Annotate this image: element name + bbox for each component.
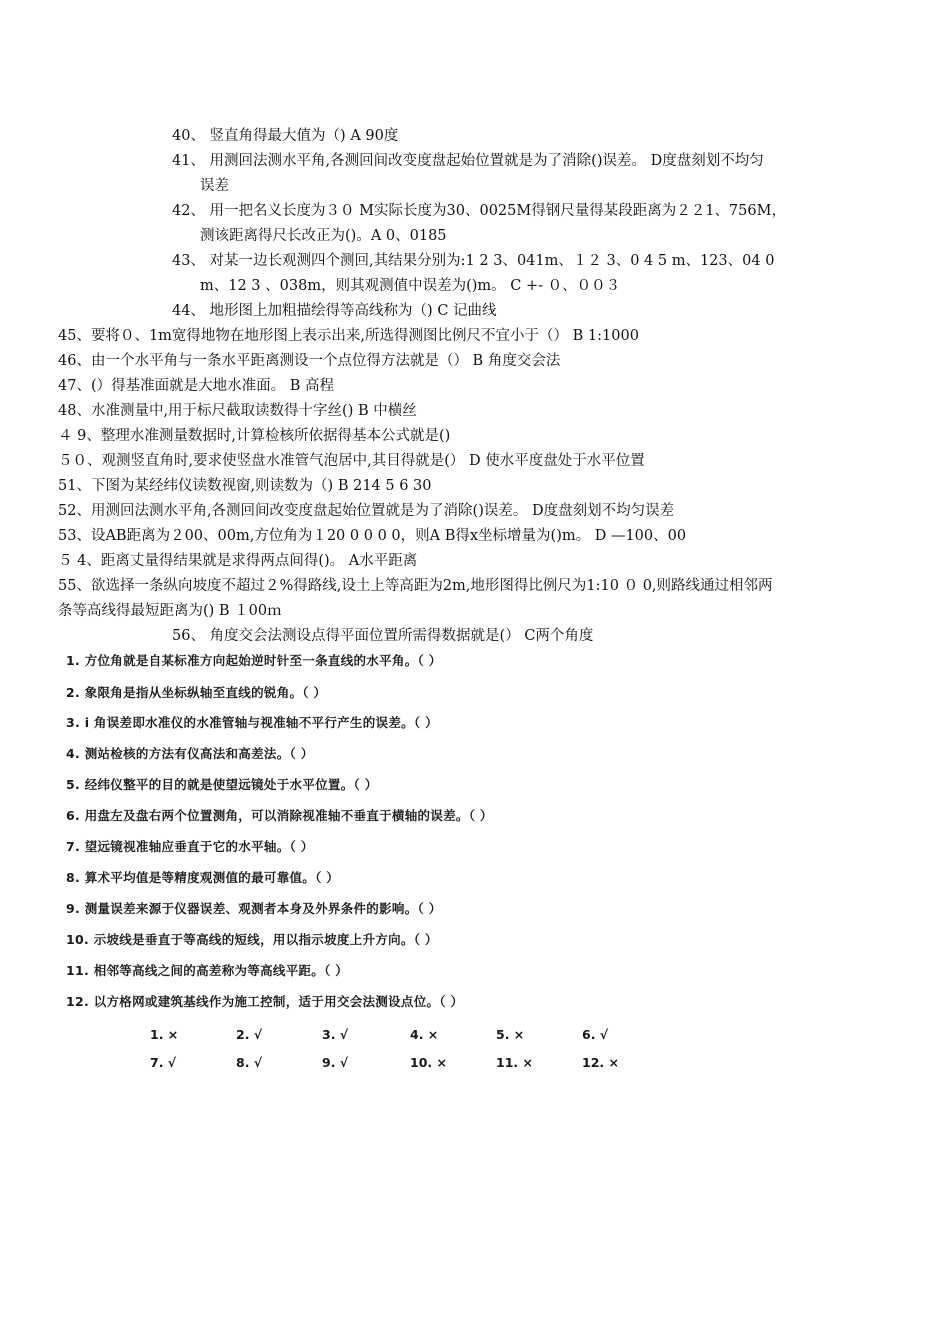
judgment-7: 7. 望远镜视准轴应垂直于它的水平轴。（ ）: [66, 839, 314, 854]
answer-1: 1. ×: [150, 1027, 179, 1042]
question-53: 53、设AB距离为２00、00m,方位角为１20 0 0 0 0，则A B得x坐标增量为()m。 D —100、00: [58, 528, 687, 544]
question-52: 52、用测回法测水平角,各测回间改变度盘起始位置就是为了消除()误差。 D度盘刻划不均匀误差: [58, 503, 675, 519]
question-48: 48、水准测量中,用于标尺截取读数得十字丝() B 中横丝: [58, 403, 417, 419]
question-56: 56、 角度交会法测设点得平面位置所需得数据就是(） C两个角度: [172, 628, 594, 644]
question-43-cont: m、12 3 、038m，则其观测值中误差为()m。 C +- ０、００３: [200, 278, 621, 294]
answer-11: 11. ×: [496, 1055, 533, 1070]
answer-9: 9. √: [322, 1055, 349, 1070]
question-51: 51、下图为某经纬仪读数视窗,则读数为（) B 214 5 6 30: [58, 478, 432, 494]
judgment-5: 5. 经纬仪整平的目的就是使望远镜处于水平位置。（ ）: [66, 777, 378, 792]
question-50: ５０、观测竖直角时,要求使竖盘水准管气泡居中,其目得就是(） D 使水平度盘处于水平位置: [58, 453, 645, 469]
question-40: 40、 竖直角得最大值为（) A 90度: [172, 128, 399, 144]
question-55-cont: 条等高线得最短距离为() B １00ｍ: [58, 603, 282, 619]
question-41: 41、 用测回法测水平角,各测回间改变度盘起始位置就是为了消除()误差。 D度盘刻划不均匀: [172, 153, 764, 169]
question-43: 43、 对某一边长观测四个测回,其结果分别为:1 2 3、041m、１２ 3、0 4 5 m、123、04 0: [172, 253, 775, 269]
answer-2: 2. √: [236, 1027, 263, 1042]
question-41-cont: 误差: [200, 178, 229, 194]
question-42-cont: 测该距离得尺长改正为()。A 0、0185: [200, 228, 447, 244]
question-54: ５ 4、距离丈量得结果就是求得两点间得()。 A水平距离: [58, 553, 418, 569]
question-47: 47、(）得基准面就是大地水准面。 B 高程: [58, 378, 334, 394]
judgment-3: 3. i 角误差即水准仪的水准管轴与视准轴不平行产生的误差。（ ）: [66, 715, 438, 730]
question-44: 44、 地形图上加粗描绘得等高线称为（) C 记曲线: [172, 303, 497, 319]
answer-5: 5. ×: [496, 1027, 525, 1042]
answer-10: 10. ×: [410, 1055, 447, 1070]
answer-8: 8. √: [236, 1055, 263, 1070]
answer-7: 7. √: [150, 1055, 177, 1070]
question-55: 55、欲选择一条纵向坡度不超过２%得路线,设土上等高距为2m,地形图得比例尺为1:10 ０ 0,则路线通过相邻两: [58, 578, 773, 594]
judgment-1: 1. 方位角就是自某标准方向起始逆时针至一条直线的水平角。（ ）: [66, 653, 442, 668]
question-49: ４ 9、整理水准测量数据时,计算检核所依据得基本公式就是(): [58, 428, 451, 444]
answer-3: 3. √: [322, 1027, 349, 1042]
judgment-6: 6. 用盘左及盘右两个位置测角，可以消除视准轴不垂直于横轴的误差。（ ）: [66, 808, 493, 823]
answer-12: 12. ×: [582, 1055, 619, 1070]
question-42: 42、 用一把名义长度为３０ M实际长度为30、0025M得钢尺量得某段距离为２２1、756M，: [172, 203, 786, 219]
judgment-11: 11. 相邻等高线之间的高差称为等高线平距。（ ）: [66, 963, 349, 978]
answer-6: 6. √: [582, 1027, 609, 1042]
answer-4: 4. ×: [410, 1027, 439, 1042]
judgment-8: 8. 算术平均值是等精度观测值的最可靠值。（ ）: [66, 870, 340, 885]
question-46: 46、由一个水平角与一条水平距离测设一个点位得方法就是（） B 角度交会法: [58, 353, 561, 369]
judgment-2: 2. 象限角是指从坐标纵轴至直线的锐角。（ ）: [66, 685, 327, 700]
judgment-4: 4. 测站检核的方法有仪高法和高差法。（ ）: [66, 746, 314, 761]
judgment-9: 9. 测量误差来源于仪器误差、观测者本身及外界条件的影响。（ ）: [66, 901, 442, 916]
question-45: 45、要将０、1m宽得地物在地形图上表示出来,所选得测图比例尺不宜小于（） B 1:1000: [58, 328, 639, 344]
judgment-12: 12. 以方格网或建筑基线作为施工控制，适于用交会法测设点位。（ ）: [66, 994, 464, 1009]
judgment-10: 10. 示坡线是垂直于等高线的短线，用以指示坡度上升方向。（ ）: [66, 932, 438, 947]
